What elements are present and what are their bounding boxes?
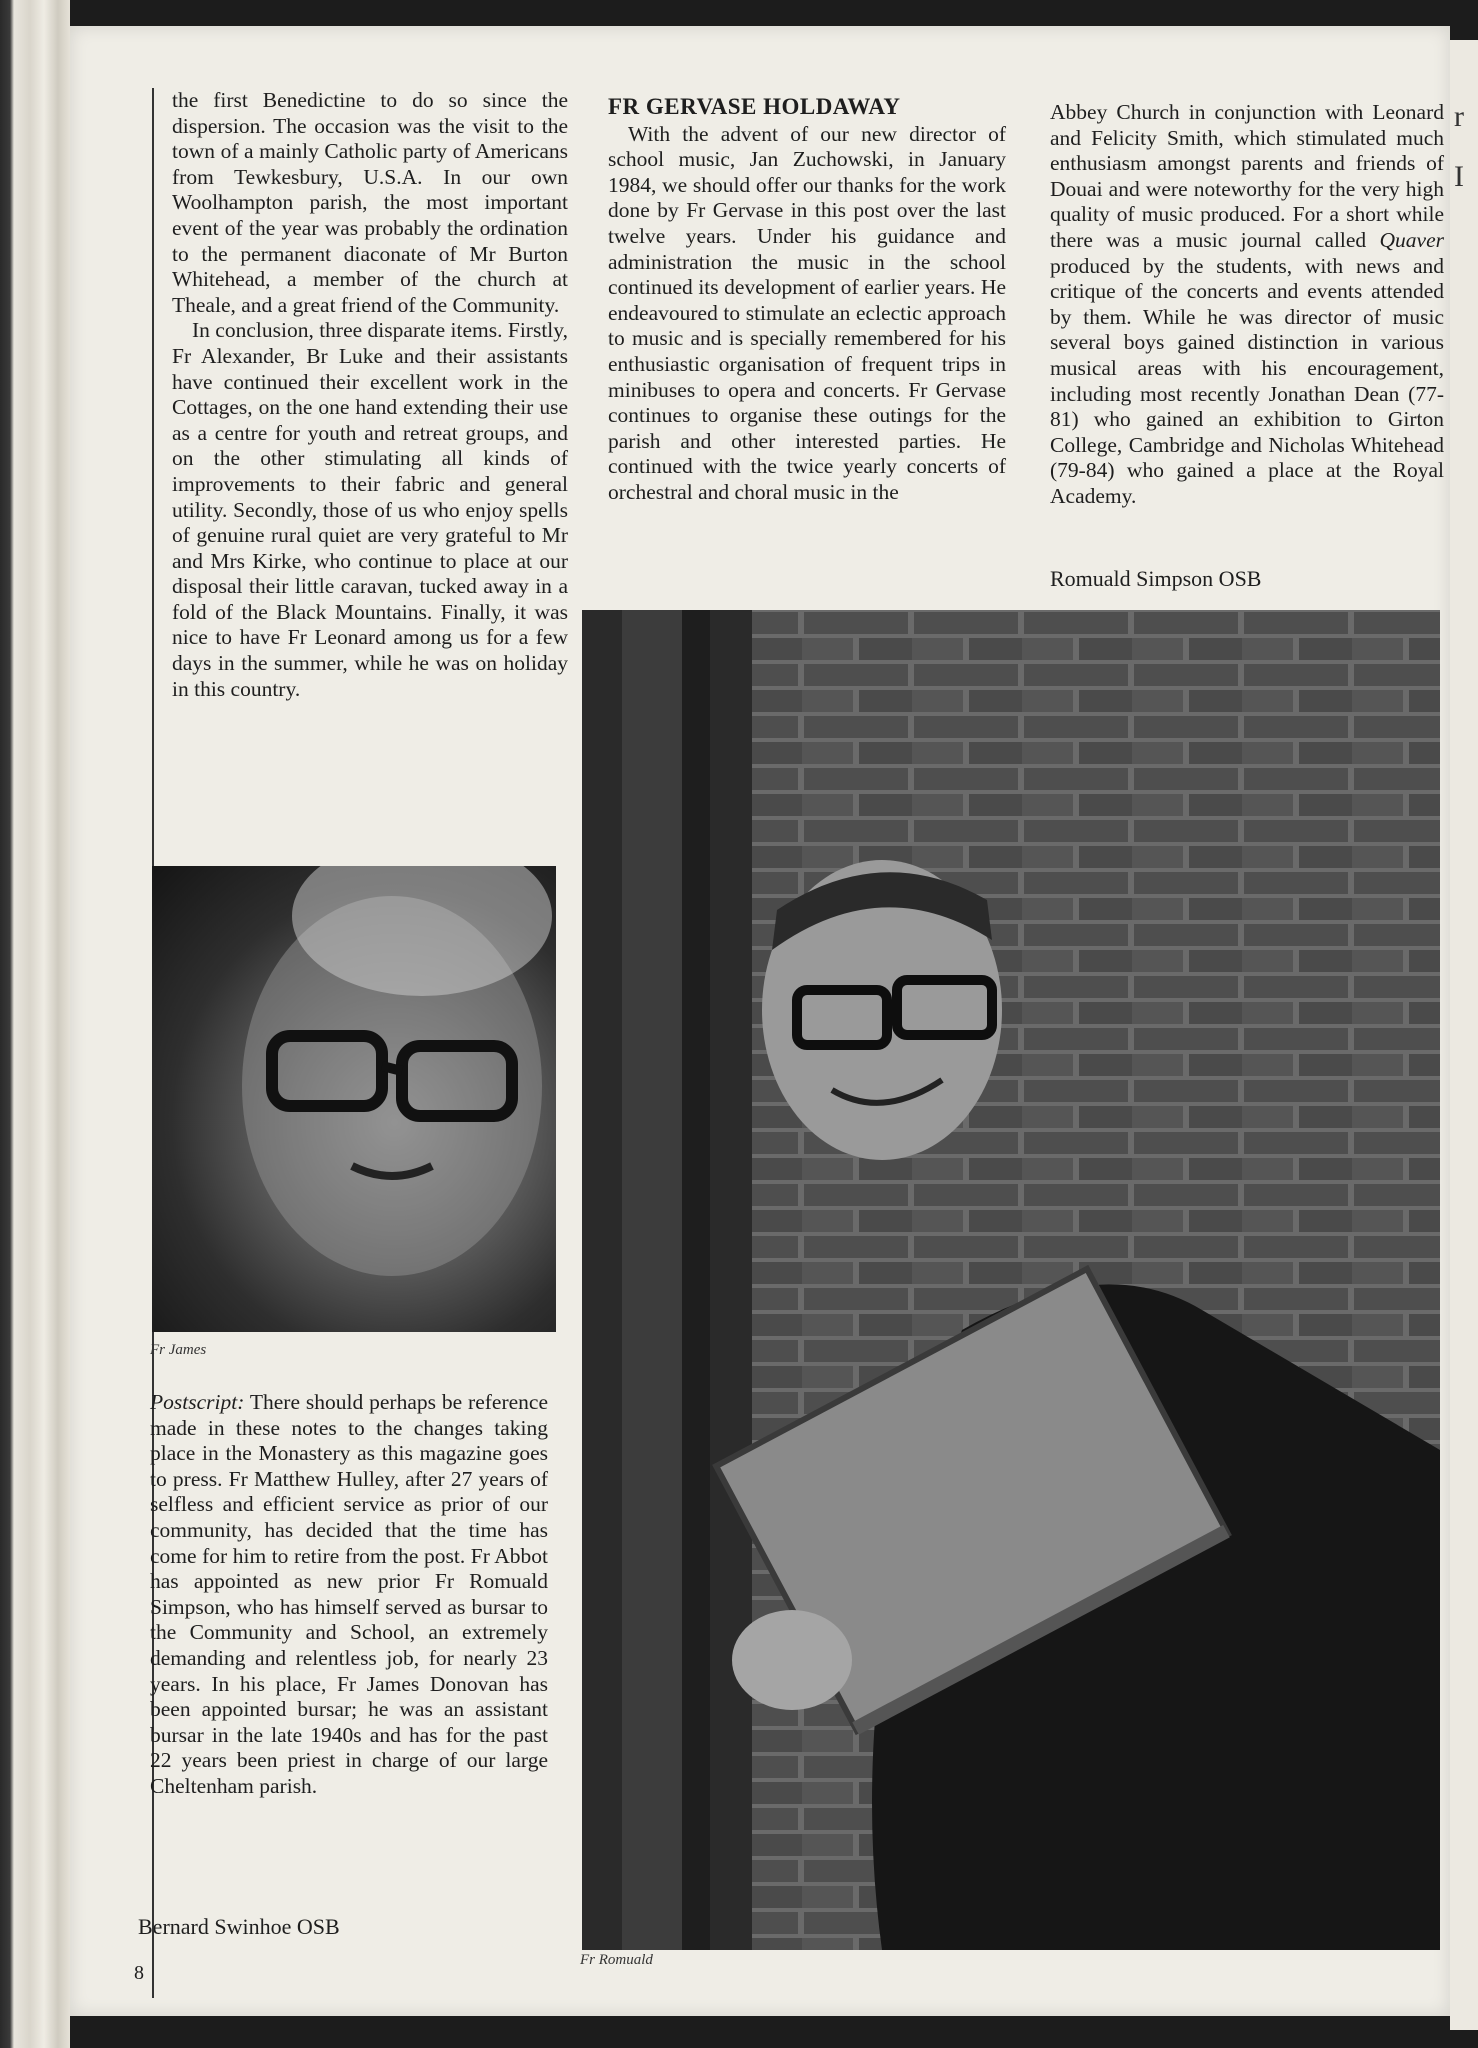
article-heading: FR GERVASE HOLDAWAY <box>608 94 901 119</box>
paragraph: Abbey Church in conjunction with Leonard and Felicity Smith, which stimulated much enthusiasm amongst parents and friends of Douai and were noteworthy for the very high quality of music produced. For a short while there was a music journal called Quaver produced by the students, with news and critique of the concerts and events attended by them. While he was director of music several boys gained distinction in various musical areas with his encouragement, including most recently Jonathan Dean (77-81) who gained an exhibition to Girton College, Cambridge and Nicholas Whitehead (79-84) who gained a place at the Royal Academy. <box>1050 100 1444 508</box>
column-3-text <box>1050 100 1444 510</box>
column-1-text <box>172 88 568 702</box>
photo-illustration <box>582 610 1440 1950</box>
postscript-body: There should perhaps be reference made in these notes to the changes taking place in the Monastery as this magazine goes to press. Fr Matthew Hulley, after 27 years of selfless and efficient service as prior of our community, has decided that the time has come for him to retire from the post. Fr Abbot has appointed as new prior Fr Romuald Simpson, who has himself served as bursar to the Community and School, an extremely demanding and relentless job, for nearly 23 years. In his place, Fr James Donovan has been appointed bursar; he was an assistant bursar in the late 1940s and has for the past 22 years been priest in charge of our large Cheltenham parish. <box>150 1390 548 1798</box>
fr-romuald-photo <box>582 610 1440 1950</box>
postscript-text <box>150 1390 548 1800</box>
paragraph: the first Benedictine to do so since the dispersion. The occasion was the visit to the town of a mainly Catholic party of Americans from Tewkesbury, U.S.A. In our own Woolhampton parish, the most important event of the year was probably the ordination to the permanent diaconate of Mr Burton Whitehead, a member of the church at Theale, and a great friend of the Community. <box>172 88 568 317</box>
fr-james-caption: Fr James <box>150 1342 207 1358</box>
book-binding <box>0 0 70 2048</box>
paragraph: In conclusion, three disparate items. Firstly, Fr Alexander, Br Luke and their assistants have continued their excellent work in the Cottages, on the one hand extending their use as a centre for youth and retreat groups, and on the other stimulating all kinds of improvements to their fabric and general utility. Secondly, those of us who enjoy spells of genuine rural quiet are very grateful to Mr and Mrs Kirke, who continue to place at our disposal their little caravan, tucked away in a fold of the Black Mountains. Finally, it was nice to have Fr Leonard among us for a few days in the summer, while he was on holiday in this country. <box>172 318 568 701</box>
column-2-text <box>608 94 1006 506</box>
page-number: 8 <box>134 1962 144 1984</box>
signature-romuald: Romuald Simpson OSB <box>1050 566 1262 591</box>
journal-name: Quaver <box>1379 227 1444 252</box>
signature-bernard: Bernard Swinhoe OSB <box>138 1914 340 1939</box>
portrait-illustration <box>152 866 556 1332</box>
postscript-paragraph <box>150 1390 548 1800</box>
facing-page-edge: r I <box>1450 40 1478 2030</box>
fr-james-photo <box>152 866 556 1332</box>
postscript-label: Postscript: <box>150 1390 245 1414</box>
fr-romuald-caption: Fr Romuald <box>580 1952 653 1968</box>
paragraph: With the advent of our new director of school music, Jan Zuchowski, in January 1984, we should offer our thanks for the work done by Fr Gervase in this post over the last twelve years. Under his guidance and administration the music in the school continued its development of earlier years. He endeavoured to stimulate an eclectic approach to music and is specially remembered for his enthusiastic organisation of frequent trips in minibuses to opera and concerts. Fr Gervase continues to organise these outings for the parish and other interested parties. He continued with the twice yearly concerts of orchestral and choral music in the <box>608 121 1006 504</box>
